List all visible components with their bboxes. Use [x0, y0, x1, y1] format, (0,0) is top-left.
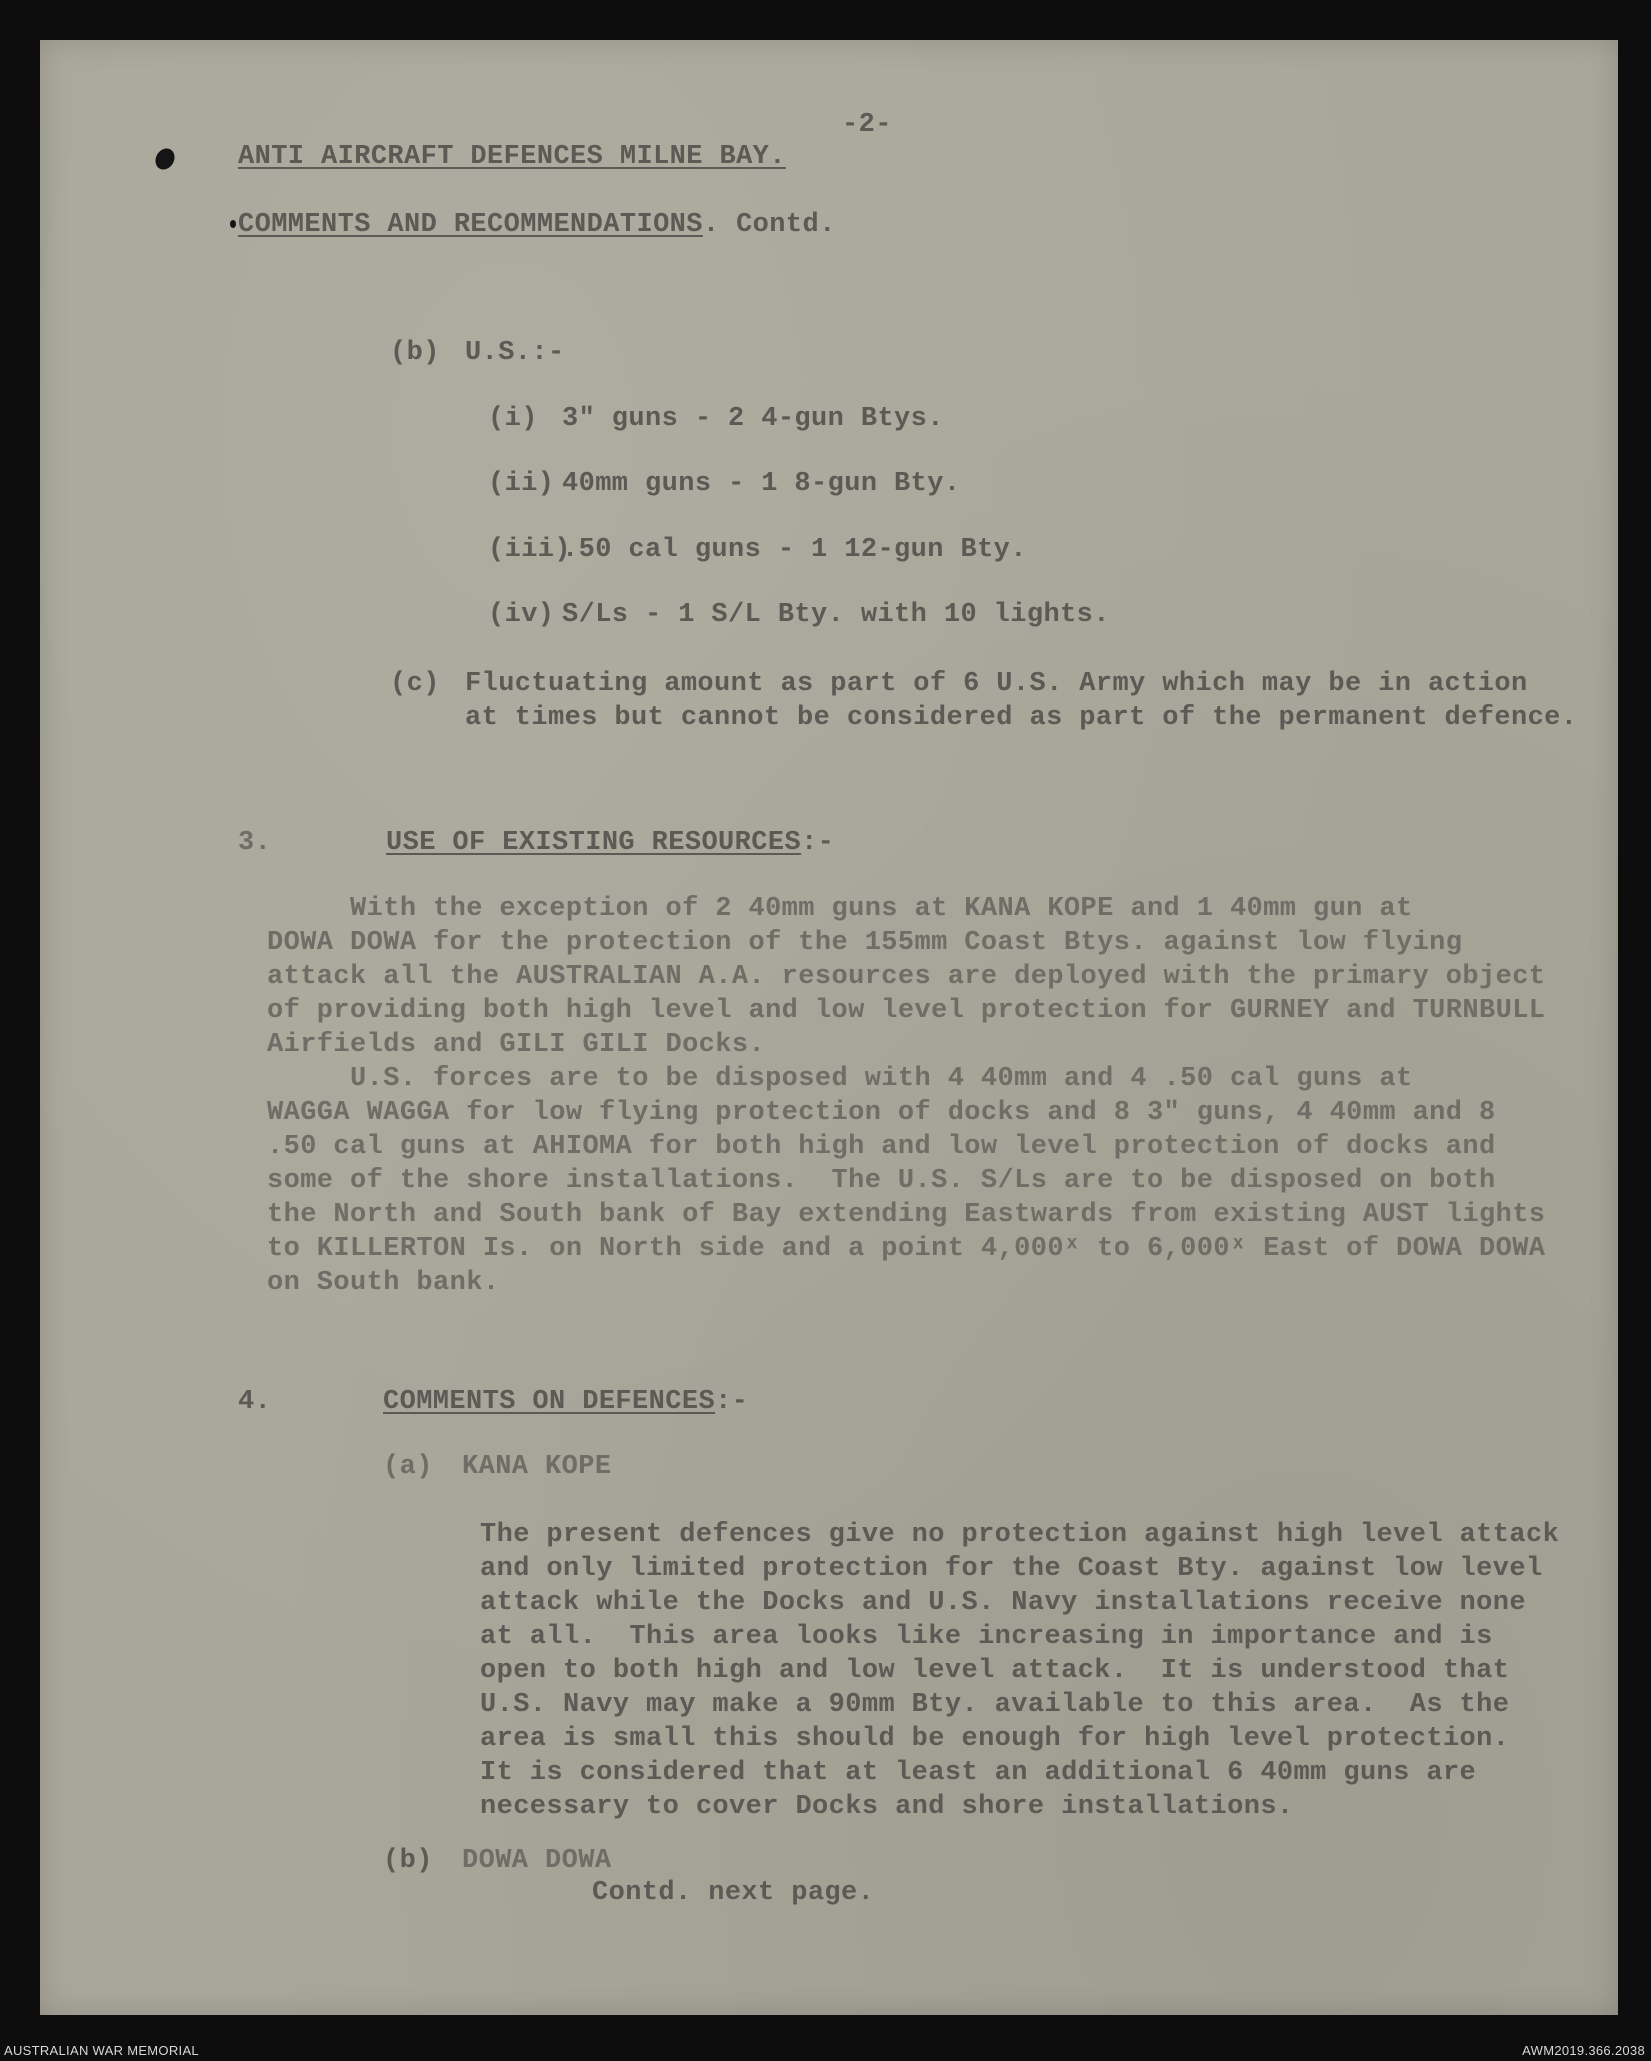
section-4b-label: (b) — [383, 1846, 433, 1876]
paragraph-line: .50 cal guns at AHIOMA for both high and low level protection of docks and — [267, 1132, 1496, 1162]
section-b-label: (b) — [390, 338, 440, 368]
document-subtitle-text: COMMENTS AND RECOMMENDATIONS — [238, 210, 703, 240]
section-4a-paragraph — [480, 1518, 1559, 1824]
paragraph-line: attack all the AUSTRALIAN A.A. resources are deployed with the primary object — [267, 962, 1546, 992]
us-item-3-text: .50 cal guns - 1 12-gun Bty. — [562, 535, 1027, 565]
footer-institution: AUSTRALIAN WAR MEMORIAL — [4, 2043, 199, 2058]
paragraph-line: DOWA DOWA for the protection of the 155mm Coast Btys. against low flying — [267, 928, 1463, 958]
section-3-title: USE OF EXISTING RESOURCES — [386, 828, 802, 858]
document-title — [238, 140, 786, 174]
section-c-line: at times but cannot be considered as part of the permanent defence. — [465, 703, 1578, 733]
paragraph-line: U.S. forces are to be disposed with 4 40mm and 4 .50 cal guns at — [267, 1064, 1413, 1094]
ink-blot — [152, 145, 179, 173]
section-3-number: 3. — [238, 828, 272, 858]
section-3-paragraph-1 — [267, 892, 1545, 1062]
document-title-text: ANTI AIRCRAFT DEFENCES MILNE BAY. — [238, 142, 786, 172]
paragraph-line: The present defences give no protection against high level attack — [480, 1520, 1560, 1550]
us-item-1-text: 3" guns - 2 4-gun Btys. — [562, 404, 944, 434]
page-number: -2- — [842, 110, 892, 140]
paragraph-line: and only limited protection for the Coast Bty. against low level — [480, 1554, 1543, 1584]
section-4-number: 4. — [238, 1387, 272, 1417]
us-item-2-num: (ii) — [488, 469, 555, 499]
paragraph-line: necessary to cover Docks and shore installations. — [480, 1792, 1294, 1822]
us-item-1-num: (i) — [488, 404, 538, 434]
paragraph-line: some of the shore installations. The U.S. S/Ls are to be disposed on both — [267, 1166, 1496, 1196]
ink-speck — [230, 220, 236, 228]
section-3-title-suffix: :- — [801, 828, 835, 858]
continued-note: Contd. next page. — [592, 1878, 875, 1908]
us-item-4-text: S/Ls - 1 S/L Bty. with 10 lights. — [562, 600, 1110, 630]
paragraph-line: attack while the Docks and U.S. Navy installations receive none — [480, 1588, 1526, 1618]
paragraph-line: Airfields and GILI GILI Docks. — [267, 1030, 766, 1060]
us-item-4-num: (iv) — [488, 600, 555, 630]
document-subtitle-suffix: . Contd. — [702, 210, 836, 240]
section-3-paragraph-2 — [267, 1062, 1545, 1300]
section-c-text — [465, 667, 1577, 735]
us-item-3-num: (iii) — [488, 535, 572, 565]
section-c-line: Fluctuating amount as part of 6 U.S. Army which may be in action — [465, 669, 1528, 699]
paragraph-line: on South bank. — [267, 1268, 500, 1298]
us-item-2-text: 40mm guns - 1 8-gun Bty. — [562, 469, 961, 499]
section-b-title: U.S.:- — [465, 338, 565, 368]
paragraph-line: It is considered that at least an additional 6 40mm guns are — [480, 1758, 1477, 1788]
section-4-heading — [383, 1385, 748, 1419]
paragraph-line: area is small this should be enough for high level protection. — [480, 1724, 1510, 1754]
paragraph-line: With the exception of 2 40mm guns at KANA KOPE and 1 40mm gun at — [267, 894, 1413, 924]
section-4b-title: DOWA DOWA — [462, 1846, 612, 1876]
section-c-label: (c) — [390, 669, 440, 699]
paragraph-line: U.S. Navy may make a 90mm Bty. available to this area. As the — [480, 1690, 1510, 1720]
section-4a-label: (a) — [383, 1452, 433, 1482]
section-4-title-suffix: :- — [715, 1387, 749, 1417]
paragraph-line: of providing both high level and low level protection for GURNEY and TURNBULL — [267, 996, 1546, 1026]
document-subtitle — [238, 208, 836, 242]
section-4a-title: KANA KOPE — [462, 1452, 612, 1482]
section-3-heading — [386, 826, 834, 860]
paragraph-line: the North and South bank of Bay extending Eastwards from existing AUST lights — [267, 1200, 1546, 1230]
footer-reference-id: AWM2019.366.2038 — [1522, 2043, 1645, 2058]
paragraph-line: open to both high and low level attack. It is understood that — [480, 1656, 1510, 1686]
paragraph-line: at all. This area looks like increasing in importance and is — [480, 1622, 1493, 1652]
paragraph-line: to KILLERTON Is. on North side and a point 4,000ˣ to 6,000ˣ East of DOWA DOWA — [267, 1234, 1546, 1264]
paragraph-line: WAGGA WAGGA for low flying protection of docks and 8 3" guns, 4 40mm and 8 — [267, 1098, 1496, 1128]
section-4-title: COMMENTS ON DEFENCES — [383, 1387, 716, 1417]
